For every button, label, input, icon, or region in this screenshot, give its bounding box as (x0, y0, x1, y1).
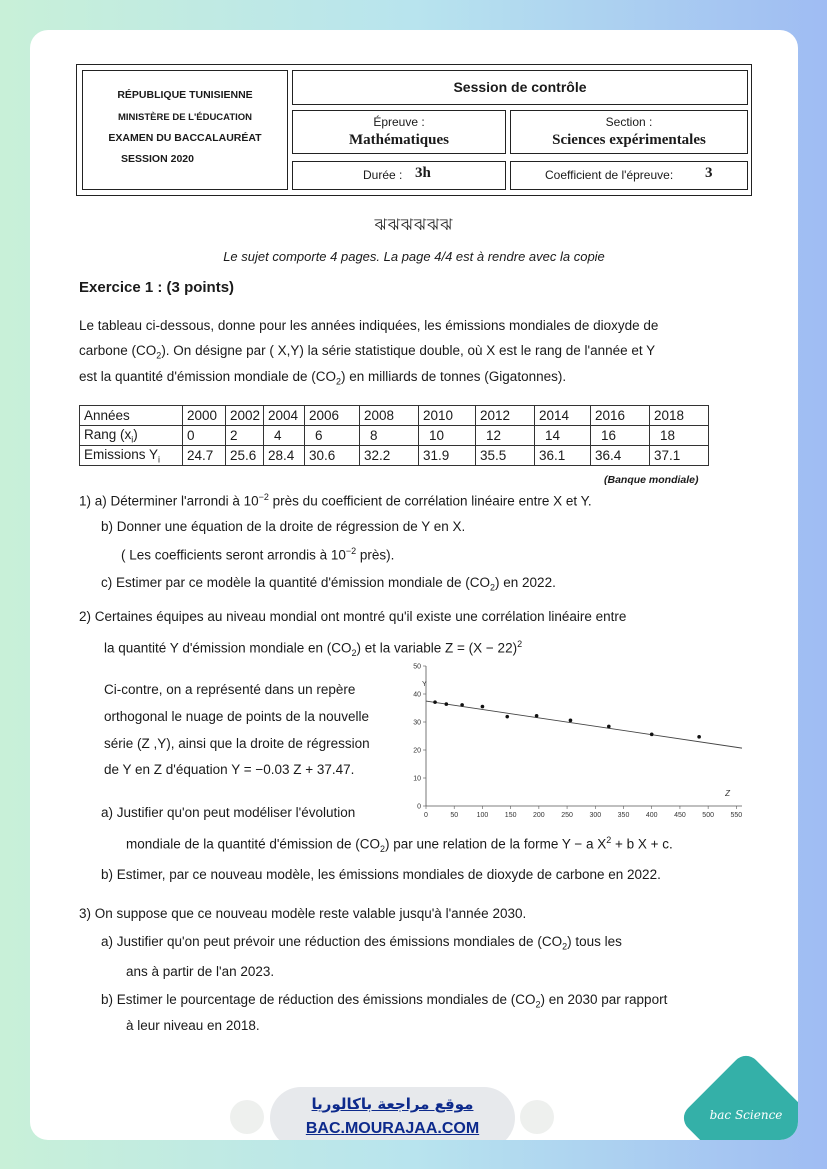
q3-line-1: 3) On suppose que ce nouveau modèle reste valable jusqu'à l'année 2030. (79, 906, 527, 921)
y-tick-label: 0 (417, 803, 421, 811)
table-cell: 30.6 (305, 446, 360, 466)
q2-a-1: a) Justifier qu'on peut modéliser l'évolution (101, 805, 356, 820)
data-table (79, 405, 709, 466)
table-cell: 2002 (226, 406, 264, 426)
y-tick-label: 30 (413, 719, 421, 727)
coef-value: 3 (705, 165, 713, 181)
x-tick-label: 0 (424, 812, 428, 819)
session-type: Session de contrôle (453, 79, 587, 95)
table-cell: 2016 (591, 406, 650, 426)
exam-page (30, 30, 798, 1140)
section-value: Sciences expérimentales (552, 132, 706, 148)
q1-a: 1) a) Déterminer l'arrondi à $10^{-2}$ près du coefficient de corrélation linéaire entre X et Y. (79, 492, 592, 509)
table-cell: 35.5 (476, 446, 535, 466)
exam-label: EXAMEN DU BACCALAURÉAT (108, 132, 262, 144)
q2-line-1: 2) Certaines équipes au niveau mondial ont montré qu'il existe une corrélation linéaire entre (79, 609, 627, 624)
x-tick-label: 550 (730, 812, 743, 819)
data-point (460, 703, 464, 707)
table-cell: 2010 (419, 406, 476, 426)
session-type-box (292, 70, 748, 105)
y-tick-label: 20 (413, 747, 421, 755)
table-cell: 2012 (476, 406, 535, 426)
table-cell: 28.4 (264, 446, 305, 466)
table-cell: 14 (535, 426, 591, 446)
q3-b-2: à leur niveau en 2018. (126, 1018, 260, 1033)
q2-a-2: mondiale de la quantité d'émission de $(CO_2)$ par une relation de la forme Y − a $X^2 + b$ X + c. (126, 835, 673, 855)
x-tick-label: 300 (589, 812, 602, 819)
duree-label: Durée : (363, 168, 403, 182)
coef-label: Coefficient de l'épreuve: (545, 168, 674, 182)
row-label: Rang $(x_i)$ (80, 426, 183, 446)
regression-line (426, 701, 742, 748)
q1-b: b) Donner une équation de la droite de régression de Y en X. (101, 519, 466, 534)
q2-desc-4: de Y en Z d'équation Y = −0.03 Z + 37.47. (104, 762, 355, 777)
x-tick-label: 150 (504, 812, 517, 819)
data-point (535, 714, 539, 718)
table-cell: 2 (226, 426, 264, 446)
footer-arabic-title: موقع مراجعة باكالوريا (311, 1095, 474, 1113)
notice: Le sujet comporte 4 pages. La page 4/4 est à rendre avec la copie (223, 249, 605, 264)
y-tick-label: 40 (413, 691, 421, 699)
table-cell: 2014 (535, 406, 591, 426)
x-tick-label: 50 (450, 812, 459, 819)
footer-banner[interactable] (270, 1087, 515, 1140)
x-tick-label: 400 (645, 812, 658, 819)
table-cell: 2000 (183, 406, 226, 426)
intro-line-3: est la quantité d'émission mondiale de $(CO_2)$ en milliards de tonnes (Gigatonnes). (79, 369, 567, 387)
table-cell: 16 (591, 426, 650, 446)
bac-science-badge (678, 1050, 798, 1140)
table-cell: 2018 (650, 406, 709, 426)
logo-icon-left (230, 1100, 264, 1134)
table-cell: 0 (183, 426, 226, 446)
exercise-title: Exercice 1 : (3 points) (79, 279, 235, 296)
q2-b: b) Estimer, par ce nouveau modèle, les émissions mondiales de dioxyde de carbone en 2022. (101, 867, 661, 882)
table-cell: 36.1 (535, 446, 591, 466)
row-label: Emissions $Y_i$ (80, 446, 183, 466)
y-tick-label: 50 (413, 663, 421, 671)
x-axis-label: Z (725, 789, 730, 798)
q1-b-note: ( Les coefficients seront arrondis à $10^{-2}$ près). (121, 546, 395, 563)
data-point (607, 725, 611, 729)
q3-a-1: a) Justifier qu'on peut prévoir une réduction des émissions mondiales de $(CO_2)$ tous les (101, 934, 622, 952)
table-cell: 36.4 (591, 446, 650, 466)
table-cell: 24.7 (183, 446, 226, 466)
logo-icon-right (520, 1100, 554, 1134)
table-cell: 8 (360, 426, 419, 446)
section-box (510, 110, 748, 154)
table-row-emissions (80, 446, 709, 466)
coef-box (510, 161, 748, 190)
q3-a-2: ans à partir de l'an 2023. (126, 964, 275, 979)
table-cell: 4 (264, 426, 305, 446)
intro-line-1: Le tableau ci-dessous, donne pour les années indiquées, les émissions mondiales de dioxyde de (79, 318, 659, 333)
republic-label: RÉPUBLIQUE TUNISIENNE (117, 89, 253, 101)
x-tick-label: 200 (533, 812, 545, 819)
data-point (481, 705, 485, 709)
y-tick-label: 10 (413, 775, 421, 783)
data-point (505, 715, 509, 719)
q2-desc-3: série (Z ,Y), ainsi que la droite de régression (104, 736, 370, 751)
ministry-label: MINISTÈRE DE L'ÉDUCATION (117, 112, 253, 123)
badge-label: bac Science (709, 1108, 783, 1122)
table-cell: 25.6 (226, 446, 264, 466)
q2-desc-2: orthogonal le nuage de points de la nouvelle (104, 709, 369, 724)
epreuve-value: Mathématiques (349, 132, 449, 148)
x-tick-label: 500 (702, 812, 714, 819)
session-year: SESSION 2020 (121, 153, 194, 165)
y-axis-label: Y (422, 681, 427, 688)
q1-c: c) Estimer par ce modèle la quantité d'émission mondiale de $(CO_2)$ en 2022. (101, 575, 556, 593)
data-point (445, 702, 449, 706)
table-cell: 2008 (360, 406, 419, 426)
table-cell: 2004 (264, 406, 305, 426)
table-row-years (80, 406, 709, 426)
epreuve-label: Épreuve : (373, 115, 425, 129)
section-label: Section : (605, 115, 653, 129)
x-tick-label: 100 (476, 812, 489, 819)
duree-value: 3h (415, 165, 431, 181)
table-row-ranks (80, 426, 709, 446)
x-tick-label: 350 (617, 812, 630, 819)
ornament: ঝঝঝঝঝঝ (374, 215, 454, 234)
table-cell: 32.2 (360, 446, 419, 466)
row-label: Années (80, 406, 183, 426)
data-point (433, 700, 437, 704)
x-tick-label: 250 (561, 812, 573, 819)
table-source: (Banque mondiale) (604, 474, 699, 486)
scatter-chart (402, 660, 752, 826)
table-cell: 37.1 (650, 446, 709, 466)
q3-b-1: b) Estimer le pourcentage de réduction des émissions mondiales de $(CO_2)$ en 2030 par rapport (101, 992, 668, 1010)
data-point (697, 735, 701, 739)
table-cell: 10 (419, 426, 476, 446)
table-cell: 2006 (305, 406, 360, 426)
table-cell: 31.9 (419, 446, 476, 466)
table-cell: 6 (305, 426, 360, 446)
q2-line-2: la quantité Y d'émission mondiale en $(CO_2)$ et la variable $Z = (X - 22)^2$ (104, 639, 523, 659)
q2-desc-1: Ci-contre, on a représenté dans un repère (104, 682, 356, 697)
epreuve-box (292, 110, 506, 154)
duree-box (292, 161, 506, 190)
institution-box (82, 70, 288, 190)
table-cell: 12 (476, 426, 535, 446)
data-point (650, 733, 654, 737)
table-cell: 18 (650, 426, 709, 446)
footer-site-link[interactable]: BAC.MOURAJAA.COM (305, 1120, 480, 1137)
x-tick-label: 450 (674, 812, 686, 819)
intro-line-2: carbone $(CO_2)$. On désigne par ( X,Y) la série statistique double, où X est le rang de l'année et Y (79, 343, 656, 361)
data-point (569, 719, 573, 723)
